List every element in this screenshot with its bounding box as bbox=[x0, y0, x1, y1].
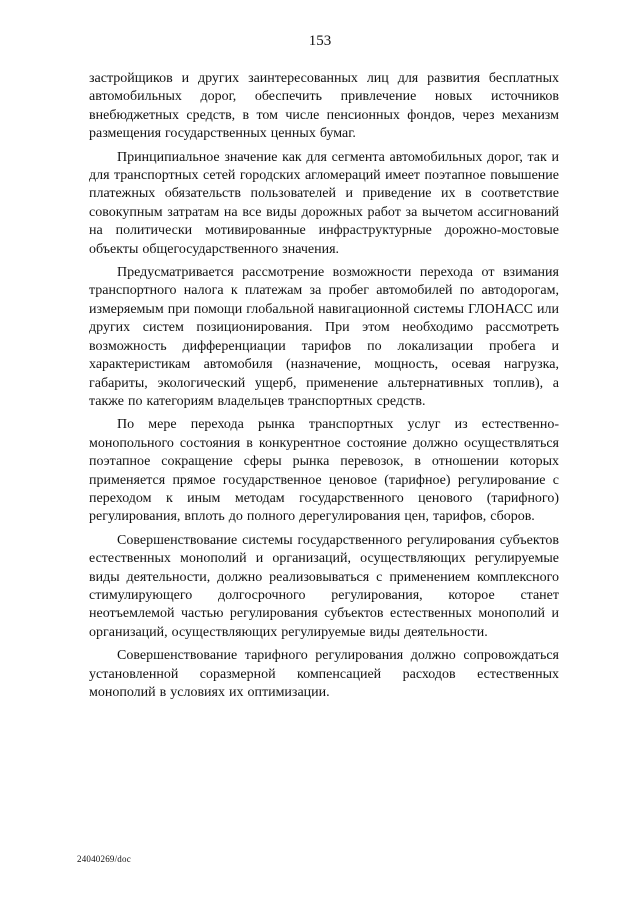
paragraph-1: застройщиков и других заинтересованных лиц для развития бесплатных автомобильных дорог, обеспечить привлечение новых источников внебюджетных средств, в том числе пенсионных фондов, через механизм размещения государственных ценных бумаг. bbox=[89, 71, 559, 142]
paragraph-5: Совершенствование системы государственного регулирования субъектов естественных монополий и организаций, осуществляющих регулируемые виды деятельности, должно реализовываться с применением комплексного стимулирующего долгосрочного регулирования, которое станет неотъемлемой частью регулирования субъектов естественных монополий и организаций, осуществляющих регулируемые виды деятельности. bbox=[89, 532, 559, 640]
paragraph-2: Принципиальное значение как для сегмента автомобильных дорог, так и для транспортных сетей городских агломераций имеет поэтапное повышение платежных обязательств пользователей и приведение их в соответствие совокупным затратам на все виды дорожных работ за вычетом ассигнований на политически мотивированные инфраструктурные дорожно-мостовые объекты общегосударственного значения. bbox=[89, 149, 559, 257]
paragraph-3: Предусматривается рассмотрение возможности перехода от взимания транспортного налога к платежам за пробег автомобилей по автодорогам, измеряемым при помощи глобальной навигационной системы ГЛОНАСС или других систем позиционирования. При этом необходимо рассмотреть возможность дифференциации тарифов по локализации пробега и характеристикам автомобиля (назначение, мощность, осевая нагрузка, габариты, экологический ущерб, применение альтернативных топлив), а также по категориям владельцев транспортных средств. bbox=[89, 265, 559, 409]
document-code: 24040269/doc bbox=[77, 854, 131, 864]
paragraph-6: Совершенствование тарифного регулирования должно сопровождаться установленной соразмерной компенсацией расходов естественных монополий в условиях их оптимизации. bbox=[89, 648, 559, 700]
paragraph-4: По мере перехода рынка транспортных услуг из естественно-монопольного состояния в конкурентное состояние должно осуществляться поэтапное сокращение сферы рынка перевозок, в отношении которых применяется прямое государственное ценовое (тарифное) регулирование с переходом к иным методам государственного ценового (тарифного) регулирования, вплоть до полного дерегулирования цен, тарифов, сборов. bbox=[89, 417, 559, 525]
document-body bbox=[89, 70, 559, 702]
page-number: 153 bbox=[308, 33, 332, 49]
